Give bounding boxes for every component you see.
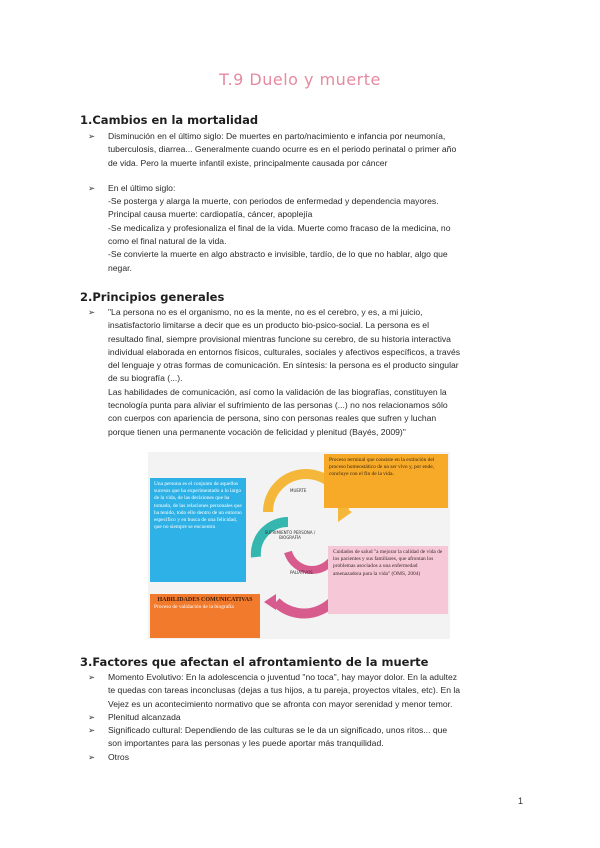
section-heading-3: 3.Factores que afectan el afrontamiento de la muerte	[80, 655, 429, 669]
diagram-figure	[148, 452, 450, 639]
bullet-item: ➢ Momento Evolutivo: En la adolescencia o juventud "no toca", hay mayor dolor. En la adultez te quedas con tareas inconclusas (dejas a tus hijos, a tu pareja, proyectos vitales, etc). En la Vejez es un acontecimiento normativo que se afronta con mayor serenidad y menor temor.	[88, 672, 461, 709]
bullet-item: ➢ "La persona no es el organismo, no es la mente, no es el cerebro, y es, a mi juicio, insatisfactorio limitarse a decir que es un producto bio-psico-social. La persona es el resultado final, siempre provisional mientras funcione su cerebro, de su historia interactiva individual elaborada en entornos físicos, culturales, sociales y afectivos específicos, a través del lenguaje y otras formas de comunicación. En síntesis: la persona es el producto singular de su biografía (...). Las habilidades de comunicación, así como la validación de las biografías, constituyen la tecnología punta para aliviar el sufrimiento de las personas (...) no nos relacionamos sólo con cuerpos con apariencia de persona, sino con personas reales que sufren y luchan porque tienen una permanente vocación de felicidad y plenitud (Bayés, 2009)"	[88, 307, 461, 437]
page-number: 1	[518, 796, 524, 806]
arrow-bullet-icon: ➢	[88, 307, 96, 317]
bullet-list-3	[88, 671, 524, 764]
label-muerte: MUERTE	[290, 488, 307, 493]
bullet-item: ➢ Disminución en el último siglo: De muertes en parto/nacimiento e infancia por neumonía, tuberculosis, diarrea... Generalmente cuando ocurre es en el periodo perinatal o primer año de vida. Pero la muerte infantil existe, principalmente causada por cáncer	[88, 131, 457, 168]
bullet-item: ➢ En el último siglo: -Se posterga y alarga la muerte, con periodos de enfermedad y dependencia mayores. Principal causa muerte: cardiopatía, cáncer, apoplejía -Se medicaliza y profesionaliza el final de la vida. Muerte como fracaso de la medicina, no como el final natural de la vida. -Se convierte la muerte en algo abstracto e invisible, tardío, de lo que no hablar, algo que negar.	[88, 182, 451, 273]
page-title: T.9 Duelo y muerte	[219, 70, 381, 89]
habilidades-box	[150, 594, 260, 638]
paliativos-definition-box: Cuidados de salud "a mejorar la calidad de vida de los pacientes y sus familiares, que afrontan los problemas asociados a una enfermedad amenazadora para la vida" (OMS, 2004)	[328, 546, 448, 614]
arrow-bullet-icon: ➢	[88, 725, 96, 736]
section-heading-1: 1.Cambios en la mortalidad	[80, 113, 259, 127]
bullet-item: ➢ Significado cultural: Dependiendo de las culturas se le da un significado, unos ritos... que son importantes para las personas y les puede aportar más tranquilidad.	[88, 725, 448, 749]
arrow-bullet-icon: ➢	[88, 672, 96, 682]
arrow-bullet-icon: ➢	[88, 751, 96, 762]
label-sufrimiento: SUFRIMIENTO PERSONA / BIOGRAFÍA	[264, 530, 316, 540]
persona-definition-box: Una persona es el conjunto de aquellos sucesos que ha experimentado a lo largo de la vida, de las decisiones que ha tomado, de las relaciones personales que ha tenido, todo ello dentro de un entorno específico y en busca de una felicidad, que no siempre se encuentra	[150, 478, 246, 582]
muerte-definition-box: Proceso terminal que consiste en la extinción del proceso homeostático de un ser vivo y, por ende, concluye con el fin de la vida.	[324, 454, 448, 508]
arrow-bullet-icon: ➢	[88, 131, 96, 141]
habilidades-title: HABILIDADES COMUNICATIVAS	[157, 597, 253, 603]
habilidades-text: Proceso de validación de la biografía	[154, 604, 234, 611]
label-paliativos: PALIATIVOS	[290, 570, 313, 575]
arrow-bullet-icon: ➢	[88, 711, 96, 722]
bullet-list-1	[88, 130, 524, 275]
arrow-bullet-icon: ➢	[88, 182, 96, 193]
bullet-item: ➢ Otros	[88, 751, 524, 764]
bullet-list-2	[88, 306, 524, 439]
bullet-item: ➢ Plenitud alcanzada	[88, 711, 524, 724]
arc-arrow-pink	[264, 594, 276, 610]
section-heading-2: 2.Principios generales	[80, 290, 225, 304]
